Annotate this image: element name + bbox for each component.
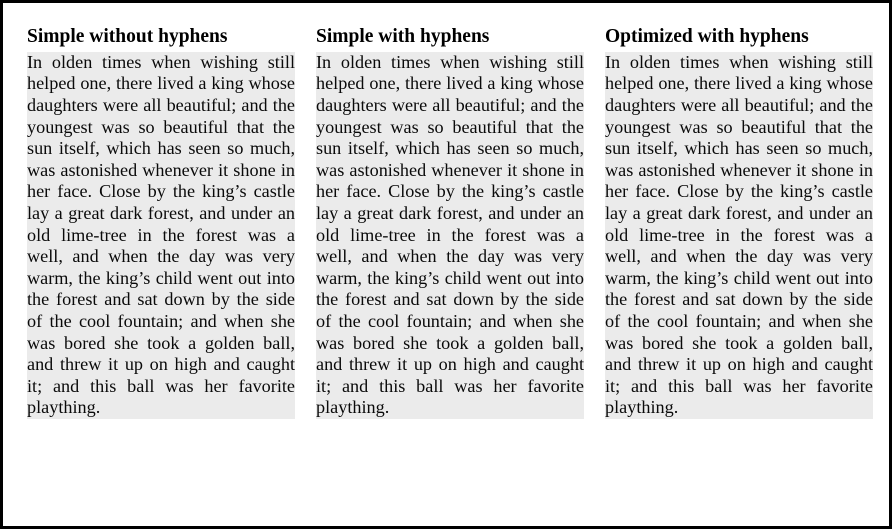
column-body-text: In olden times when wishing still helped one, there lived a king whose daughters were all beautiful; and the youngest was so beautiful that the sun itself, which has seen so much, was astonished whenever it shone in her face. Close by the king’s castle lay a great dark forest, and under an old lime-tree in the forest was a well, and when the day was very warm, the king’s child went out into the forest and sat down by the side of the cool fountain; and when she was bored she took a golden ball, and threw it up on high and caught it; and this ball was her favorite plaything. (316, 51, 584, 418)
column-simple-without-hyphens (27, 25, 295, 419)
column-title: Simple with hyphens (316, 26, 490, 47)
column-body-text: In olden times when wishing still helped one, there lived a king whose daughters were all beautiful; and the youngest was so beautiful that the sun itself, which has seen so much, was astonished whenever it shone in her face. Close by the king’s castle lay a great dark forest, and under an old lime-tree in the forest was a well, and when the day was very warm, the king’s child went out into the forest and sat down by the side of the cool fountain; and when she was bored she took a golden ball, and threw it up on high and caught it; and this ball was her favorite plaything. (27, 51, 295, 418)
column-container (3, 3, 889, 419)
column-title: Optimized with hyphens (605, 26, 809, 47)
column-body-text: In olden times when wishing still helped one, there lived a king whose daughters were all beautiful; and the youngest was so beautiful that the sun itself, which has seen so much, was astonished whenever it shone in her face. Close by the king’s castle lay a great dark forest, and under an old lime-tree in the forest was a well, and when the day was very warm, the king’s child went out into the forest and sat down by the side of the cool fountain; and when she was bored she took a golden ball, and threw it up on high and caught it; and this ball was her favorite plaything. (605, 51, 873, 418)
column-simple-with-hyphens (316, 25, 584, 419)
column-title: Simple without hyphens (27, 26, 228, 47)
column-optimized-with-hyphens (605, 25, 873, 419)
